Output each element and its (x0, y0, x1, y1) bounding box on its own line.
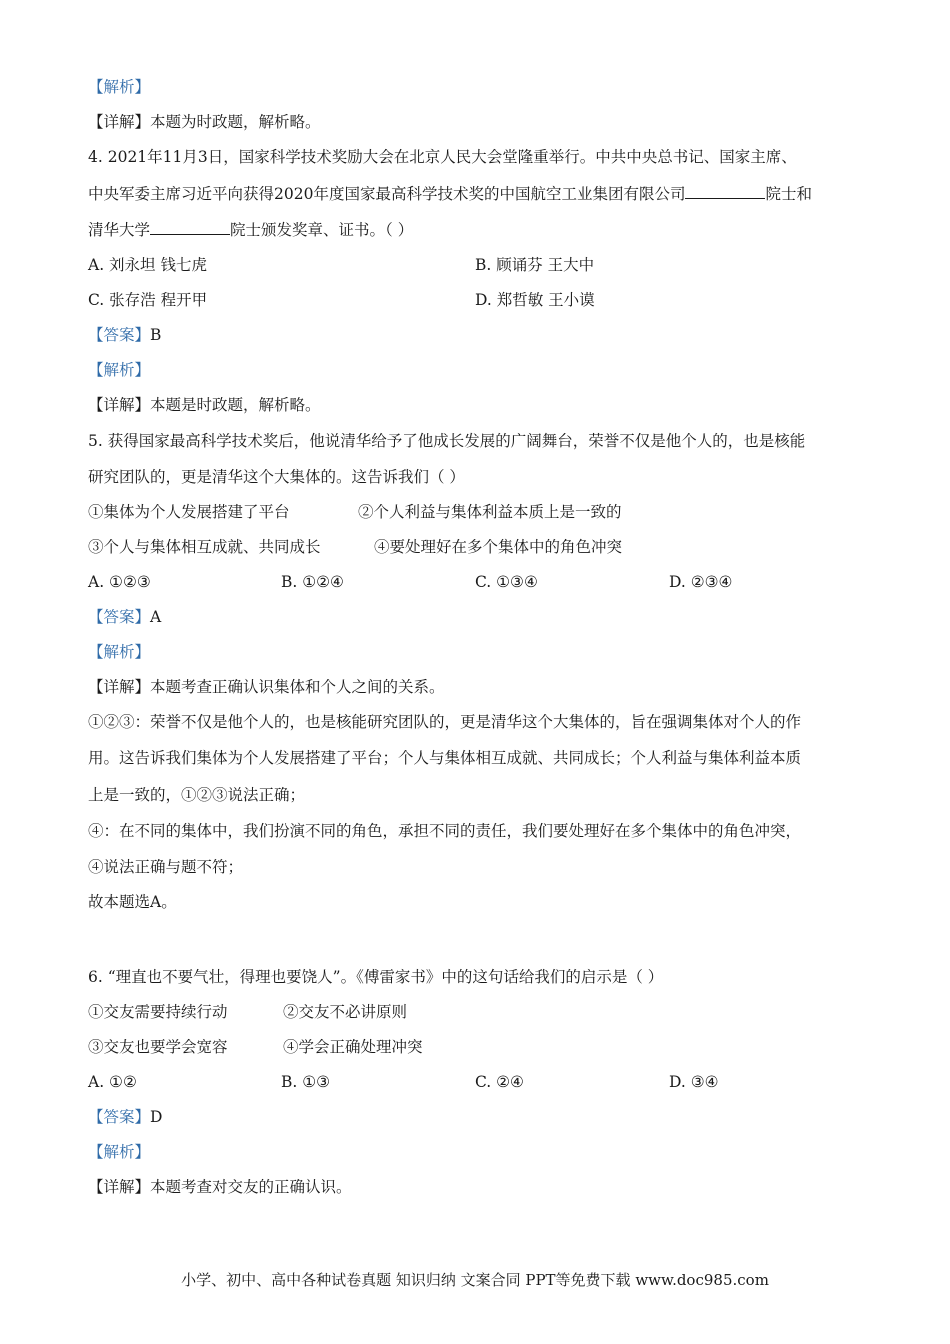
q6-analysis-tag: 【解析】 (88, 1143, 151, 1161)
q5-explanation-line1: ①②③：荣誉不仅是他个人的，也是核能研究团队的，更是清华这个大集体的，旨在强调集体对个人的作 (88, 713, 802, 731)
q4-analysis-tag: 【解析】 (88, 361, 151, 379)
q4-stem-line2a: 中央军委主席习近平向获得2020年度国家最高科学技术奖的中国航空工业集团有限公司 (88, 185, 686, 203)
q6-detail-text: 本题考查对交友的正确认识。 (150, 1178, 352, 1196)
q4-blank-1 (685, 184, 765, 199)
q5-option-d: D. ②③④ (669, 573, 733, 591)
q6-option-b: B. ①③ (281, 1073, 331, 1091)
q5-statement-2: ②个人利益与集体利益本质上是一致的 (358, 503, 622, 521)
q5-detail-tag: 【详解】 (88, 678, 151, 696)
q4-option-d: D. 郑哲敏 王小谟 (475, 291, 595, 309)
q4-stem-line1: 4. 2021年11月3日，国家科学技术奖励大会在北京人民大会堂隆重举行。中共中央总书记、国家主席、 (88, 148, 797, 166)
q4-detail-text: 本题是时政题，解析略。 (150, 396, 321, 414)
q4-answer (88, 325, 161, 345)
q5-statement-3: ③个人与集体相互成就、共同成长 (88, 538, 321, 556)
q6-detail (88, 1177, 352, 1197)
q4-stem-line2 (88, 184, 812, 204)
q5-option-c: C. ①③④ (475, 573, 538, 591)
q5-stem-line2: 研究团队的，更是清华这个大集体的。这告诉我们（ ） (88, 468, 465, 486)
q4-option-a: A. 刘永坦 钱七虎 (88, 256, 207, 274)
q5-answer-tag: 【答案】 (88, 608, 151, 626)
q5-analysis-tag: 【解析】 (88, 643, 151, 661)
page-footer: 小学、初中、高中各种试卷真题 知识归纳 文案合同 PPT等免费下载 www.doc985.com (181, 1271, 769, 1289)
q6-detail-tag: 【详解】 (88, 1178, 151, 1196)
q5-stem-line1: 5. 获得国家最高科学技术奖后，他说清华给予了他成长发展的广阔舞台，荣誉不仅是他个人的，也是核能 (88, 432, 806, 450)
q4-detail (88, 395, 321, 415)
q6-answer (88, 1107, 162, 1127)
q6-option-c: C. ②④ (475, 1073, 524, 1091)
q5-explanation-line5: ④说法正确与题不符； (88, 858, 244, 876)
q4-stem-line3a: 清华大学 (88, 221, 151, 239)
q5-conclusion: 故本题选A。 (88, 893, 177, 911)
q5-answer (88, 607, 161, 627)
q5-answer-value: A (150, 608, 162, 626)
q3-detail-tag: 【详解】 (88, 113, 151, 131)
q5-option-b: B. ①②④ (281, 573, 344, 591)
q4-stem-line3 (88, 220, 413, 240)
q6-statement-4: ④学会正确处理冲突 (283, 1038, 423, 1056)
q4-blank-2 (150, 220, 230, 235)
q6-option-a: A. ①② (88, 1073, 137, 1091)
q6-answer-value: D (150, 1108, 163, 1126)
q4-stem-line2b: 院士和 (765, 185, 812, 203)
q6-stem-line1: 6. “理直也不要气壮，得理也要饶人”。《傅雷家书》中的这句话给我们的启示是（ ） (88, 968, 664, 986)
q6-statement-3: ③交友也要学会宽容 (88, 1038, 228, 1056)
q5-explanation-line2: 用。这告诉我们集体为个人发展搭建了平台；个人与集体相互成就、共同成长；个人利益与集体利益本质 (88, 749, 802, 767)
q3-detail-text: 本题为时政题，解析略。 (150, 113, 321, 131)
q6-statement-2: ②交友不必讲原则 (283, 1003, 408, 1021)
q5-option-a: A. ①②③ (88, 573, 151, 591)
q4-answer-tag: 【答案】 (88, 326, 151, 344)
q6-option-d: D. ③④ (669, 1073, 719, 1091)
q5-explanation-line3: 上是一致的，①②③说法正确； (88, 786, 306, 804)
q4-answer-value: B (150, 326, 162, 344)
q3-analysis-tag: 【解析】 (88, 78, 151, 96)
q6-statement-1: ①交友需要持续行动 (88, 1003, 228, 1021)
q5-statement-4: ④要处理好在多个集体中的角色冲突 (374, 538, 623, 556)
q5-explanation-line4: ④：在不同的集体中，我们扮演不同的角色，承担不同的责任，我们要处理好在多个集体中的角色冲突， (88, 822, 802, 840)
q4-option-b: B. 顾诵芬 王大中 (475, 256, 595, 274)
q4-detail-tag: 【详解】 (88, 396, 151, 414)
q5-detail (88, 677, 445, 697)
q5-detail-text: 本题考查正确认识集体和个人之间的关系。 (150, 678, 445, 696)
q4-option-c: C. 张存浩 程开甲 (88, 291, 208, 309)
q6-answer-tag: 【答案】 (88, 1108, 151, 1126)
q3-detail (88, 112, 321, 132)
q4-stem-line3b: 院士颁发奖章、证书。（ ） (230, 221, 414, 239)
q5-statement-1: ①集体为个人发展搭建了平台 (88, 503, 290, 521)
